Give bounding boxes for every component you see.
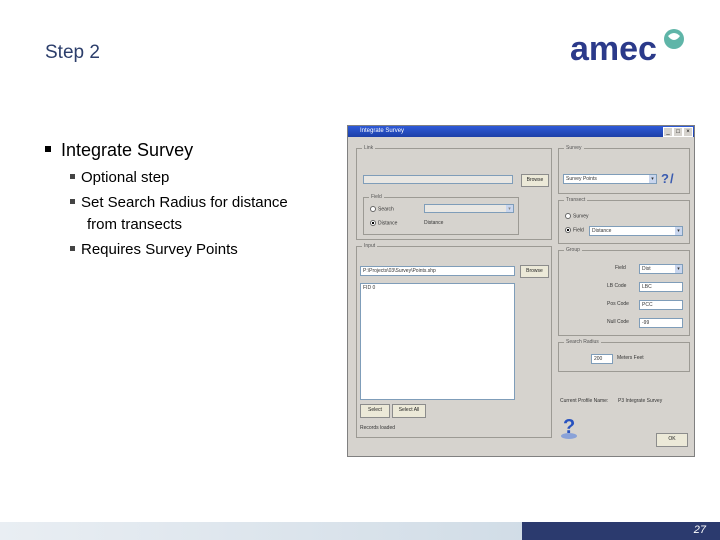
bullet-text: Integrate Survey (61, 140, 194, 160)
sub-bullet-icon (70, 174, 75, 179)
radio-selected-icon (370, 220, 376, 226)
help-query-icon[interactable]: ?/ (661, 171, 675, 186)
transect-option-field[interactable]: Field (565, 227, 584, 233)
chevron-down-icon: ▾ (649, 175, 656, 183)
profile-name-value: P3 Integrate Survey (618, 398, 663, 404)
survey-select[interactable]: Survey Points ▾ (563, 174, 657, 184)
select-button[interactable]: Select (360, 404, 390, 418)
search-radius-label: Search Radius (566, 339, 599, 345)
link-group-label: Link (364, 145, 374, 151)
close-icon[interactable]: × (683, 127, 693, 137)
input-path-field[interactable]: P:\Projects\03\Survey\Points.shp (360, 266, 515, 276)
bullet-square-icon (45, 146, 51, 152)
dialog-titlebar (348, 126, 694, 137)
radio-selected-icon (565, 227, 571, 233)
help-icon[interactable] (560, 414, 578, 440)
transect-group-label: Transect (566, 197, 586, 203)
select-all-button[interactable]: Select All (392, 404, 426, 418)
lb-code-field[interactable]: LBC (639, 282, 683, 292)
field-search-select[interactable] (424, 204, 514, 213)
input-group-label: Input (364, 243, 376, 249)
pos-code-field[interactable]: PCC (639, 300, 683, 310)
sub-bullet-radius (70, 192, 288, 214)
field-subgroup (363, 194, 519, 235)
pos-code-label: Pos Code (607, 301, 629, 307)
sub-bullet-optional (70, 167, 169, 189)
integrate-survey-dialog (347, 125, 695, 457)
survey-group-label: Survey (566, 145, 582, 151)
slide-title: Step 2 (45, 42, 100, 63)
null-code-field[interactable]: -99 (639, 318, 683, 328)
search-radius-field[interactable]: 200 (591, 354, 613, 364)
amec-logo (568, 22, 688, 72)
chevron-down-icon: ▾ (675, 227, 682, 235)
sub-bullet-continuation: from transects (87, 216, 183, 233)
codes-group-label: Group (566, 247, 580, 253)
sub-bullet-text: Requires Survey Points (81, 241, 238, 258)
field-label: Field (615, 265, 626, 271)
input-group (356, 243, 552, 438)
page-number: 27 (693, 524, 706, 536)
field-distance-value: Distance (424, 220, 444, 226)
bullet-integrate-survey (45, 140, 193, 161)
search-radius-unit: Meters Feet (617, 355, 644, 361)
records-list-item[interactable]: FID 0 (363, 285, 376, 291)
field-option-search[interactable]: Search (370, 206, 394, 212)
field-subgroup-label: Field (371, 194, 382, 200)
codes-group (558, 247, 690, 336)
sub-bullet-icon (70, 246, 75, 251)
null-code-label: Null Code (607, 319, 629, 325)
minimize-icon[interactable]: _ (663, 127, 673, 137)
lb-code-label: LB Code (607, 283, 627, 289)
transect-field-select[interactable]: Distance ▾ (589, 226, 683, 236)
link-path-field[interactable] (363, 175, 513, 184)
search-radius-group (558, 339, 690, 372)
logo-wordmark: amec (570, 30, 657, 68)
sub-bullet-requires (70, 239, 238, 261)
chevron-down-icon: ▾ (506, 205, 513, 212)
maximize-icon[interactable]: □ (673, 127, 683, 137)
page-number-box (522, 522, 720, 540)
sub-bullet-text: Set Search Radius for distance (81, 194, 288, 211)
profile-name-label: Current Profile Name: (560, 398, 609, 404)
field-option-distance[interactable]: Distance (370, 220, 397, 226)
link-browse-button[interactable]: Browse (521, 174, 549, 187)
field-select[interactable]: Dist ▾ (639, 264, 683, 274)
radio-icon (370, 206, 376, 212)
chevron-down-icon: ▾ (675, 265, 682, 273)
dialog-title: Integrate Survey (360, 128, 405, 134)
input-browse-button[interactable]: Browse (520, 265, 549, 278)
link-group (356, 145, 552, 240)
survey-group (558, 145, 690, 194)
status-text: Records loaded (360, 425, 396, 431)
records-list[interactable] (360, 283, 515, 400)
svg-text:?: ? (563, 416, 576, 438)
sub-bullet-text: Optional step (81, 169, 170, 186)
transect-option-survey[interactable]: Survey (565, 213, 589, 219)
ok-button[interactable]: OK (656, 433, 688, 447)
radio-icon (565, 213, 571, 219)
sub-bullet-icon (70, 199, 75, 204)
transect-group (558, 197, 690, 244)
